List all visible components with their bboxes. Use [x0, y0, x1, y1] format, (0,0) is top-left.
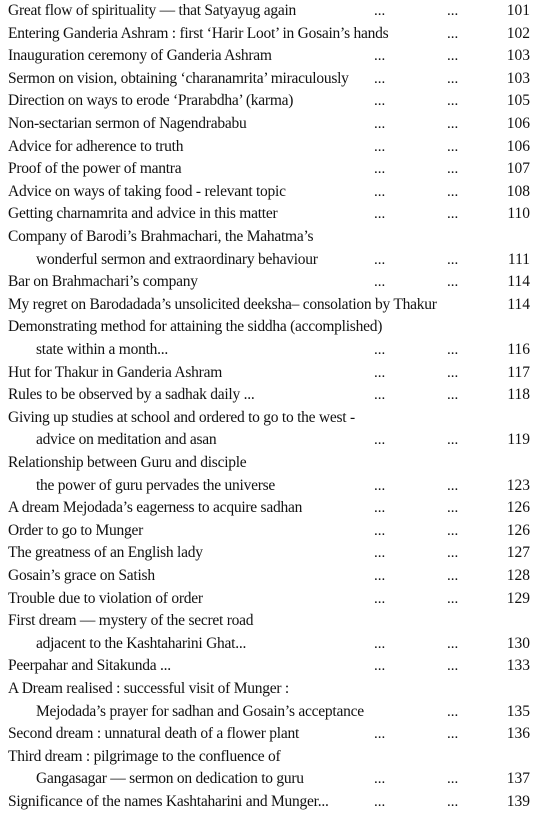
- toc-entry-title: Trouble due to violation of order: [8, 589, 203, 607]
- toc-entry-title: Gosain’s grace on Satish: [8, 567, 155, 584]
- leader-dots: ...: [374, 274, 386, 291]
- leader-dots: ...: [447, 432, 459, 449]
- toc-page-number: 103: [506, 69, 530, 87]
- leader-dots: ...: [447, 206, 459, 223]
- toc-entry-title: Inauguration ceremony of Ganderia Ashram: [8, 47, 272, 65]
- toc-entry: [0, 542, 537, 564]
- leader-dots: ...: [374, 161, 386, 178]
- toc-entry-title: Advice on ways of taking food - relevant topic: [8, 182, 286, 200]
- toc-page-number: 102: [506, 24, 530, 42]
- toc-page-number: 107: [506, 160, 530, 178]
- toc-entry-title: Relationship between Guru and disciple: [8, 454, 247, 471]
- leader-dots: ...: [447, 70, 459, 87]
- toc-entry: [0, 407, 537, 429]
- toc-entry: [0, 23, 537, 45]
- leader-dots: ...: [447, 251, 459, 268]
- leader-dots: ...: [447, 590, 459, 607]
- toc-page-number: 117: [507, 363, 530, 381]
- toc-entry-title: Mejodada’s prayer for sadhan and Gosain’s acceptance: [36, 702, 364, 720]
- toc-page-number: 105: [506, 92, 530, 110]
- toc-entry-continuation: [0, 429, 537, 451]
- leader-dots: ...: [447, 477, 459, 494]
- toc-entry-title: Proof of the power of mantra: [8, 160, 182, 178]
- toc-page-number: 127: [506, 544, 530, 562]
- leader-dots: ...: [374, 635, 386, 652]
- toc-entry-continuation: [0, 633, 537, 655]
- leader-dots: ...: [374, 116, 386, 132]
- toc-entry-title: Company of Barodi’s Brahmachari, the Mahatma’s: [8, 228, 314, 245]
- toc-page-number: 106: [506, 115, 530, 132]
- leader-dots: ...: [447, 658, 459, 675]
- toc-entry-title: First dream — mystery of the secret road: [8, 612, 254, 630]
- toc-page-number: 114: [507, 273, 530, 291]
- toc-entry-title: Entering Ganderia Ashram : first ‘Harir Loot’ in Gosain’s hands: [8, 24, 389, 42]
- toc-page-number: 128: [506, 567, 530, 584]
- toc-entry: [0, 791, 537, 813]
- toc-entry: [0, 723, 537, 745]
- leader-dots: ...: [374, 206, 386, 223]
- toc-entry-title: Great flow of spirituality — that Satyayug again: [8, 2, 297, 19]
- toc-page-number: 106: [506, 137, 530, 155]
- toc-entry: [0, 452, 537, 474]
- leader-dots: ...: [447, 138, 459, 155]
- toc-entry-title: Hut for Thakur in Ganderia Ashram: [8, 363, 223, 381]
- leader-dots: ...: [447, 387, 459, 404]
- toc-page-number: 116: [507, 341, 530, 358]
- toc-entry-title: Gangasagar — sermon on dedication to guru: [36, 770, 304, 788]
- toc-entry: [0, 294, 537, 316]
- toc-entry: [0, 384, 537, 406]
- leader-dots: ...: [447, 568, 459, 584]
- leader-dots: ...: [374, 658, 386, 675]
- toc-entry-title: Peerpahar and Sitakunda ...: [8, 657, 171, 675]
- toc-page-number: 118: [507, 386, 530, 404]
- leader-dots: ...: [374, 93, 386, 110]
- toc-entry-title: wonderful sermon and extraordinary behaviour: [36, 250, 318, 268]
- toc-entry-title: advice on meditation and asan: [36, 431, 217, 449]
- toc-entry: [0, 497, 537, 519]
- toc-entry-title: My regret on Barodadada’s unsolicited deeksha– consolation by Thakur: [8, 295, 437, 313]
- leader-dots: ...: [447, 93, 459, 110]
- leader-dots: ...: [374, 183, 386, 200]
- toc-entry-title: Order to go to Munger: [8, 521, 144, 539]
- leader-dots: ...: [447, 635, 459, 652]
- toc-entry-title: Rules to be observed by a sadhak daily ...: [8, 386, 255, 404]
- toc-page-number: 101: [506, 2, 530, 19]
- leader-dots: ...: [447, 342, 459, 358]
- leader-dots: ...: [374, 342, 386, 358]
- toc-entry: [0, 90, 537, 112]
- toc-page-number: 139: [506, 793, 530, 810]
- toc-page-number: 110: [507, 205, 530, 223]
- toc-entry-title: Second dream : unnatural death of a flower plant: [8, 725, 299, 743]
- toc-entry-title: state within a month...: [36, 341, 169, 358]
- leader-dots: ...: [447, 161, 459, 178]
- toc-entry-title: the power of guru pervades the universe: [36, 476, 276, 494]
- leader-dots: ...: [447, 794, 459, 810]
- toc-page-number: 114: [507, 295, 530, 313]
- leader-dots: ...: [374, 251, 386, 268]
- toc-entry-title: A Dream realised : successful visit of Munger :: [8, 680, 289, 697]
- toc-entry: [0, 158, 537, 180]
- leader-dots: ...: [447, 3, 459, 19]
- toc-entry-title: The greatness of an English lady: [8, 544, 203, 562]
- toc-entry: [0, 113, 537, 135]
- toc-entry-continuation: [0, 339, 537, 361]
- toc-entry-title: Getting charnamrita and advice in this matter: [8, 205, 278, 223]
- leader-dots: ...: [447, 726, 459, 743]
- toc-entry-continuation: [0, 249, 537, 271]
- toc-entry: [0, 181, 537, 203]
- leader-dots: ...: [447, 703, 459, 720]
- leader-dots: ...: [374, 568, 386, 584]
- toc-entry: [0, 136, 537, 158]
- leader-dots: ...: [447, 116, 459, 132]
- leader-dots: ...: [374, 500, 386, 517]
- toc-page-number: 135: [506, 702, 530, 720]
- toc-entry-title: Advice for adherence to truth: [8, 137, 184, 155]
- toc-entry-title: Demonstrating method for attaining the siddha (accomplished): [8, 318, 383, 336]
- leader-dots: ...: [374, 545, 386, 562]
- toc-page-number: 119: [507, 431, 530, 449]
- leader-dots: ...: [374, 522, 386, 539]
- leader-dots: ...: [447, 183, 459, 200]
- toc-entry: [0, 0, 537, 22]
- leader-dots: ...: [447, 522, 459, 539]
- toc-entry: [0, 520, 537, 542]
- toc-page-number: 126: [506, 521, 530, 539]
- toc-entry-title: Direction on ways to erode ‘Prarabdha’ (karma): [8, 92, 294, 110]
- leader-dots: ...: [447, 545, 459, 562]
- leader-dots: ...: [374, 70, 386, 87]
- toc-entry: [0, 610, 537, 632]
- leader-dots: ...: [374, 590, 386, 607]
- leader-dots: ...: [374, 138, 386, 155]
- toc-entry: [0, 746, 537, 768]
- leader-dots: ...: [374, 726, 386, 743]
- toc-entry-title: Third dream : pilgrimage to the confluence of: [8, 747, 281, 765]
- toc-entry-title: Sermon on vision, obtaining ‘charanamrita’ miraculously: [8, 69, 349, 87]
- toc-entry: [0, 588, 537, 610]
- leader-dots: ...: [447, 48, 459, 65]
- leader-dots: ...: [374, 3, 386, 19]
- toc-page-number: 108: [506, 182, 530, 200]
- leader-dots: ...: [374, 477, 386, 494]
- toc-entry-title: Non-sectarian sermon of Nagendrababu: [8, 115, 247, 132]
- leader-dots: ...: [374, 771, 386, 788]
- toc-page-number: 136: [506, 725, 530, 743]
- toc-page-number: 126: [506, 499, 530, 517]
- toc-entry: [0, 226, 537, 248]
- toc-entry-title: Giving up studies at school and ordered to go to the west -: [8, 408, 355, 426]
- toc-page-number: 129: [506, 589, 530, 607]
- leader-dots: ...: [374, 364, 386, 381]
- toc-page-number: 123: [506, 476, 530, 494]
- toc-entry: [0, 316, 537, 338]
- toc-page-number: 133: [506, 657, 530, 675]
- toc-entry: [0, 678, 537, 700]
- leader-dots: ...: [447, 25, 459, 42]
- leader-dots: ...: [447, 500, 459, 517]
- toc-entry: [0, 565, 537, 587]
- toc-entry: [0, 271, 537, 293]
- toc-page-number: 111: [507, 250, 530, 268]
- leader-dots: ...: [374, 48, 386, 65]
- leader-dots: ...: [447, 274, 459, 291]
- toc-entry-title: Significance of the names Kashtaharini and Munger...: [8, 793, 329, 810]
- toc-entry: [0, 68, 537, 90]
- toc-entry-title: adjacent to the Kashtaharini Ghat...: [36, 634, 247, 652]
- toc-entry: [0, 362, 537, 384]
- toc-page-number: 130: [506, 634, 530, 652]
- leader-dots: ...: [374, 432, 386, 449]
- toc-entry-title: Bar on Brahmachari’s company: [8, 273, 198, 291]
- toc-entry: [0, 45, 537, 67]
- leader-dots: ...: [447, 771, 459, 788]
- leader-dots: ...: [447, 364, 459, 381]
- leader-dots: ...: [374, 794, 386, 810]
- toc-entry-continuation: [0, 475, 537, 497]
- toc-entry: [0, 203, 537, 225]
- toc-entry-continuation: [0, 701, 537, 723]
- toc-page-number: 137: [506, 770, 530, 788]
- toc-entry-continuation: [0, 768, 537, 790]
- toc-entry-title: A dream Mejodada’s eagerness to acquire sadhan: [8, 499, 303, 517]
- leader-dots: ...: [374, 387, 386, 404]
- toc-page-number: 103: [506, 47, 530, 65]
- toc-entry: [0, 655, 537, 677]
